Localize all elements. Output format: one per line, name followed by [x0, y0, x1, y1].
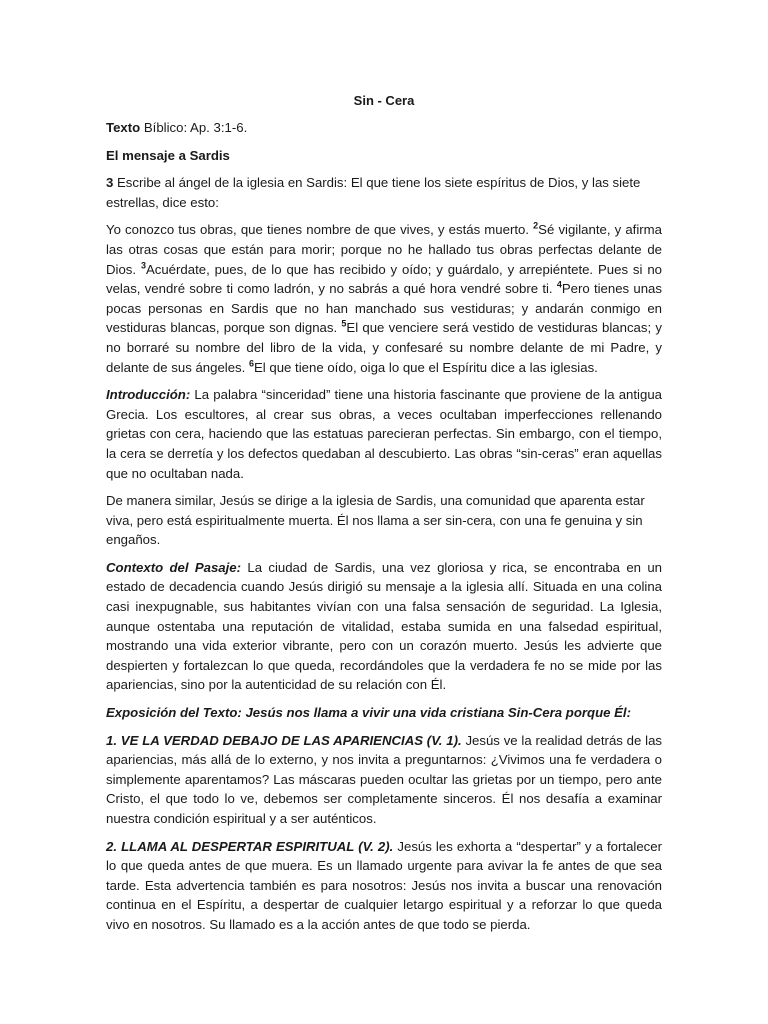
- verse-number: 4: [556, 279, 562, 290]
- verse-number: 6: [248, 358, 254, 369]
- point-1-paragraph: 1. VE LA VERDAD DEBAJO DE LAS APARIENCIAS (V. 1). Jesús ve la realidad detrás de las apariencias, más allá de lo externo, y nos invita a preguntarnos: ¿Vivimos una fe verdadera o simplemente aparentamos? Las máscaras pueden ocultar las grietas por un tiempo, pero ante Cristo, el que todo lo ve, debemos ser completamente sinceros. Él nos desafía a examinar nuestra condición espiritual y a ser auténticos.: [106, 732, 662, 826]
- verse-number: 5: [341, 318, 347, 329]
- verse-3-paragraph: [106, 173, 662, 212]
- texto-reference: Bíblico: Ap. 3:1-6.: [140, 120, 248, 135]
- similar-paragraph: De manera similar, Jesús se dirige a la iglesia de Sardis, una comunidad que aparenta estar viva, pero está espiritualmente muerta. Él nos llama a ser sin-cera, con una fe genuina y sin engaños.: [106, 493, 645, 548]
- context-label: Contexto del Pasaje:: [106, 559, 242, 575]
- texto-label: Texto: [106, 120, 141, 135]
- verse-number: 3: [106, 175, 114, 191]
- point-2-label: 2. LLAMA AL DESPERTAR ESPIRITUAL (V. 2).: [106, 838, 394, 854]
- document-title: Sin - Cera: [353, 93, 415, 108]
- point-1-label: 1. VE LA VERDAD DEBAJO DE LAS APARIENCIAS (V. 1).: [106, 732, 466, 748]
- scripture-reference: [106, 118, 662, 138]
- passage-paragraph: Yo conozco tus obras, que tienes nombre de que vives, y estás muerto. $^2$Sé vigilante, y afirma las otras cosas que están para morir; porque no he hallado tus obras perfectas delante de Dios. $^3$Acuérdate, pues, de lo que has recibido y oído; y guárdalo, y arrepiéntete. Pues si no velas, vendré sobre ti como ladrón, y no sabrás a qué hora vendré sobre ti. $^4$Pero tienes unas pocas personas en Sardis que no han manchado sus vestiduras; y andarán conmigo en vestiduras blancas, porque son dignas. $^5$El que venciere será vestido de vestiduras blancas; y no borraré su nombre del libro de la vida, y confesaré su nombre delante de mi Padre, y delante de sus ángeles. $^6$El que tiene oído, oiga lo que el Espíritu dice a las iglesias.: [106, 220, 662, 375]
- introduction-label: Introducción:: [106, 387, 191, 403]
- verse-text: Escribe al ángel de la iglesia en Sardis: El que tiene los siete espíritus de Dios, y las siete estrellas, dice esto:: [106, 175, 641, 210]
- introduction-paragraph: Introducción: La palabra “sinceridad” tiene una historia fascinante que proviene de la antigua Grecia. Los escultores, al crear sus obras, a veces ocultaban imperfecciones rellenando grietas con cera, haciendo que las estatuas parecieran perfectas. Sin embargo, con el tiempo, la cera se derretía y los defectos quedaban al descubierto. Las obras “sin-ceras” eran aquellas que no ocultaban nada.: [106, 387, 662, 481]
- verse-number: 2: [533, 220, 539, 231]
- point-2-paragraph: 2. LLAMA AL DESPERTAR ESPIRITUAL (V. 2). Jesús les exhorta a “despertar” y a fortalecer lo que queda antes de que muera. Es un llamado urgente para avivar la fe antes de que sea tarde. Esta advertencia también es para nosotros: Jesús nos invita a buscar una renovación continua en el Espíritu, a despertar de cualquier letargo espiritual y a reforzar lo que queda vivo en nosotros. Su llamado es a la acción antes de que todo se pierda.: [106, 838, 662, 932]
- mensaje-heading: El mensaje a Sardis: [106, 147, 230, 163]
- verse-number: 3: [140, 260, 146, 271]
- exposition-heading: Exposición del Texto: Jesús nos llama a vivir una vida cristiana Sin-Cera porque Él:: [106, 705, 631, 721]
- context-paragraph: Contexto del Pasaje: La ciudad de Sardis, una vez gloriosa y rica, se encontraba en un estado de decadencia cuando Jesús dirigió su mensaje a la iglesia allí. Situada en una colina casi inexpugnable, sus habitantes vivían con una falsa sensación de seguridad. La Iglesia, aunque ostentaba una reputación de vitalidad, estaba sumida en una falsedad espiritual, mostrando una vida exterior vibrante, pero con un corazón muerto. Jesús les advierte que despierten y fortalezcan lo que queda, recordándoles que la verdadera fe no se mide por las apariencias, sino por la autenticidad de su relación con Él.: [106, 559, 662, 693]
